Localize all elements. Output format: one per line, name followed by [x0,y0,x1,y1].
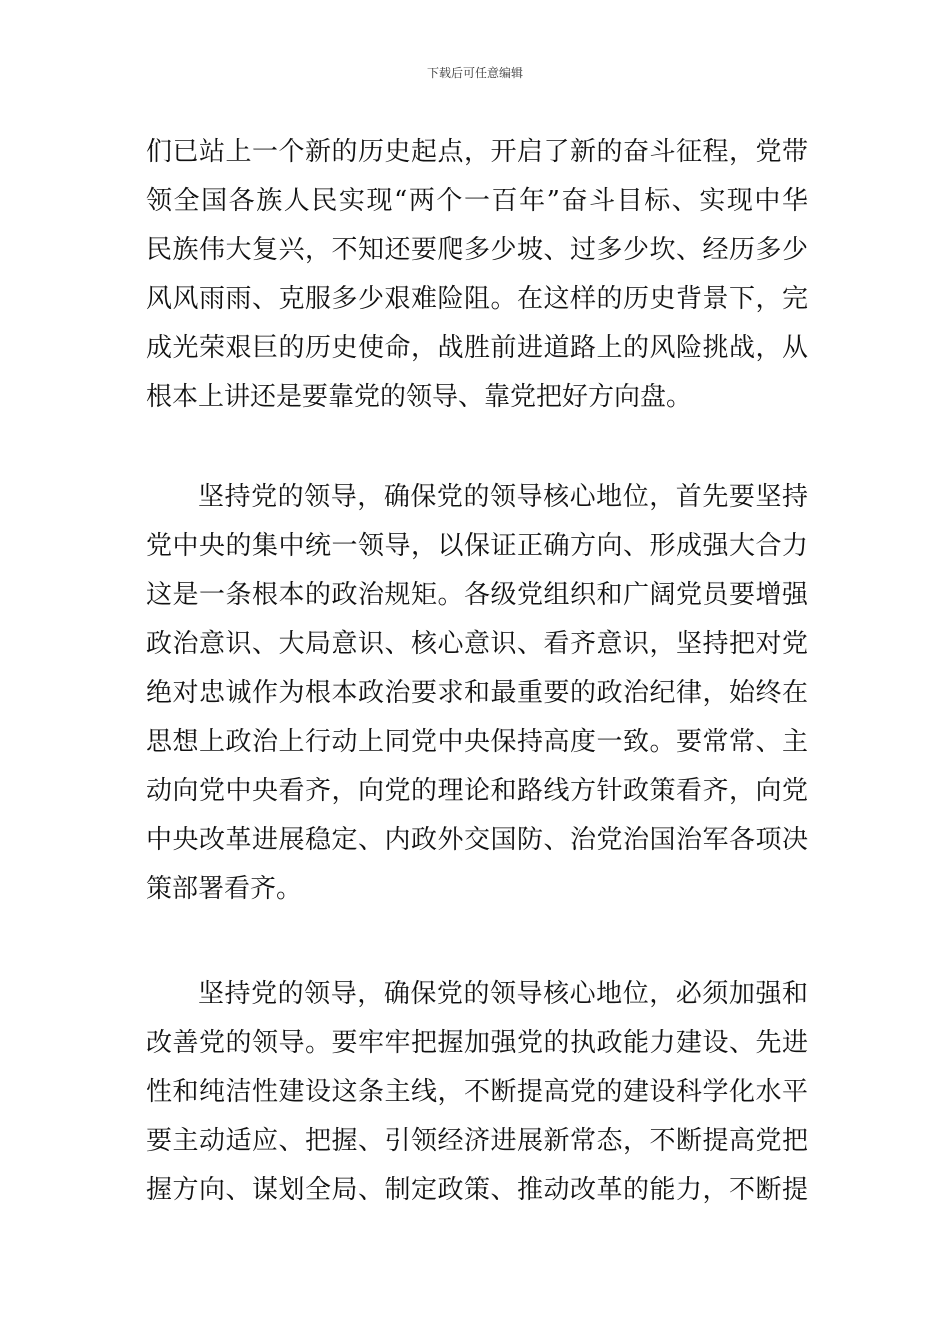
text-line: 思想上政治上行动上同党中央保持高度一致。要常常、主 [146,727,808,757]
text-line: 党中央的集中统一领导，以保证正确方向、形成强大合力 [146,531,808,561]
paragraph-3 [146,970,808,1215]
text-line: 中央改革进展稳定、内政外交国防、治党治国治军各项决 [146,825,808,855]
text-line: 政治意识、大局意识、核心意识、看齐意识，坚持把对党 [146,629,808,659]
text-line: 性和纯洁性建设这条主线，不断提高党的建设科学化水平 [146,1077,808,1107]
text-line: 成光荣艰巨的历史使命，战胜前进道路上的风险挑战，从 [146,333,808,363]
text-line: 坚持党的领导，确保党的领导核心地位，首先要坚持 [198,482,808,512]
text-line: 风风雨雨、克服多少艰难险阻。在这样的历史背景下，完 [146,284,808,314]
text-line: 绝对忠诚作为根本政治要求和最重要的政治纪律，始终在 [146,678,808,708]
paragraph-2 [146,473,808,914]
text-line: 要主动适应、把握、引领经济进展新常态，不断提高党把 [146,1126,808,1156]
text-line: 领全国各族人民实现“两个一百年”奋斗目标、实现中华 [146,186,808,216]
text-line: 这是一条根本的政治规矩。各级党组织和广阔党员要增强 [146,580,808,610]
page-header: 下载后可任意编辑 [426,66,523,80]
text-line: 策部署看齐。 [146,874,303,904]
text-line: 们已站上一个新的历史起点，开启了新的奋斗征程，党带 [146,137,808,167]
paragraph-1 [146,128,808,422]
text-line: 民族伟大复兴，不知还要爬多少坡、过多少坎、经历多少 [146,235,808,265]
text-line: 改善党的领导。要牢牢把握加强党的执政能力建设、先进 [146,1028,808,1058]
text-line: 坚持党的领导，确保党的领导核心地位，必须加强和 [198,979,808,1009]
text-line: 握方向、谋划全局、制定政策、推动改革的能力，不断提 [146,1175,808,1205]
text-line: 动向党中央看齐，向党的理论和路线方针政策看齐，向党 [146,776,808,806]
text-line: 根本上讲还是要靠党的领导、靠党把好方向盘。 [146,382,693,412]
